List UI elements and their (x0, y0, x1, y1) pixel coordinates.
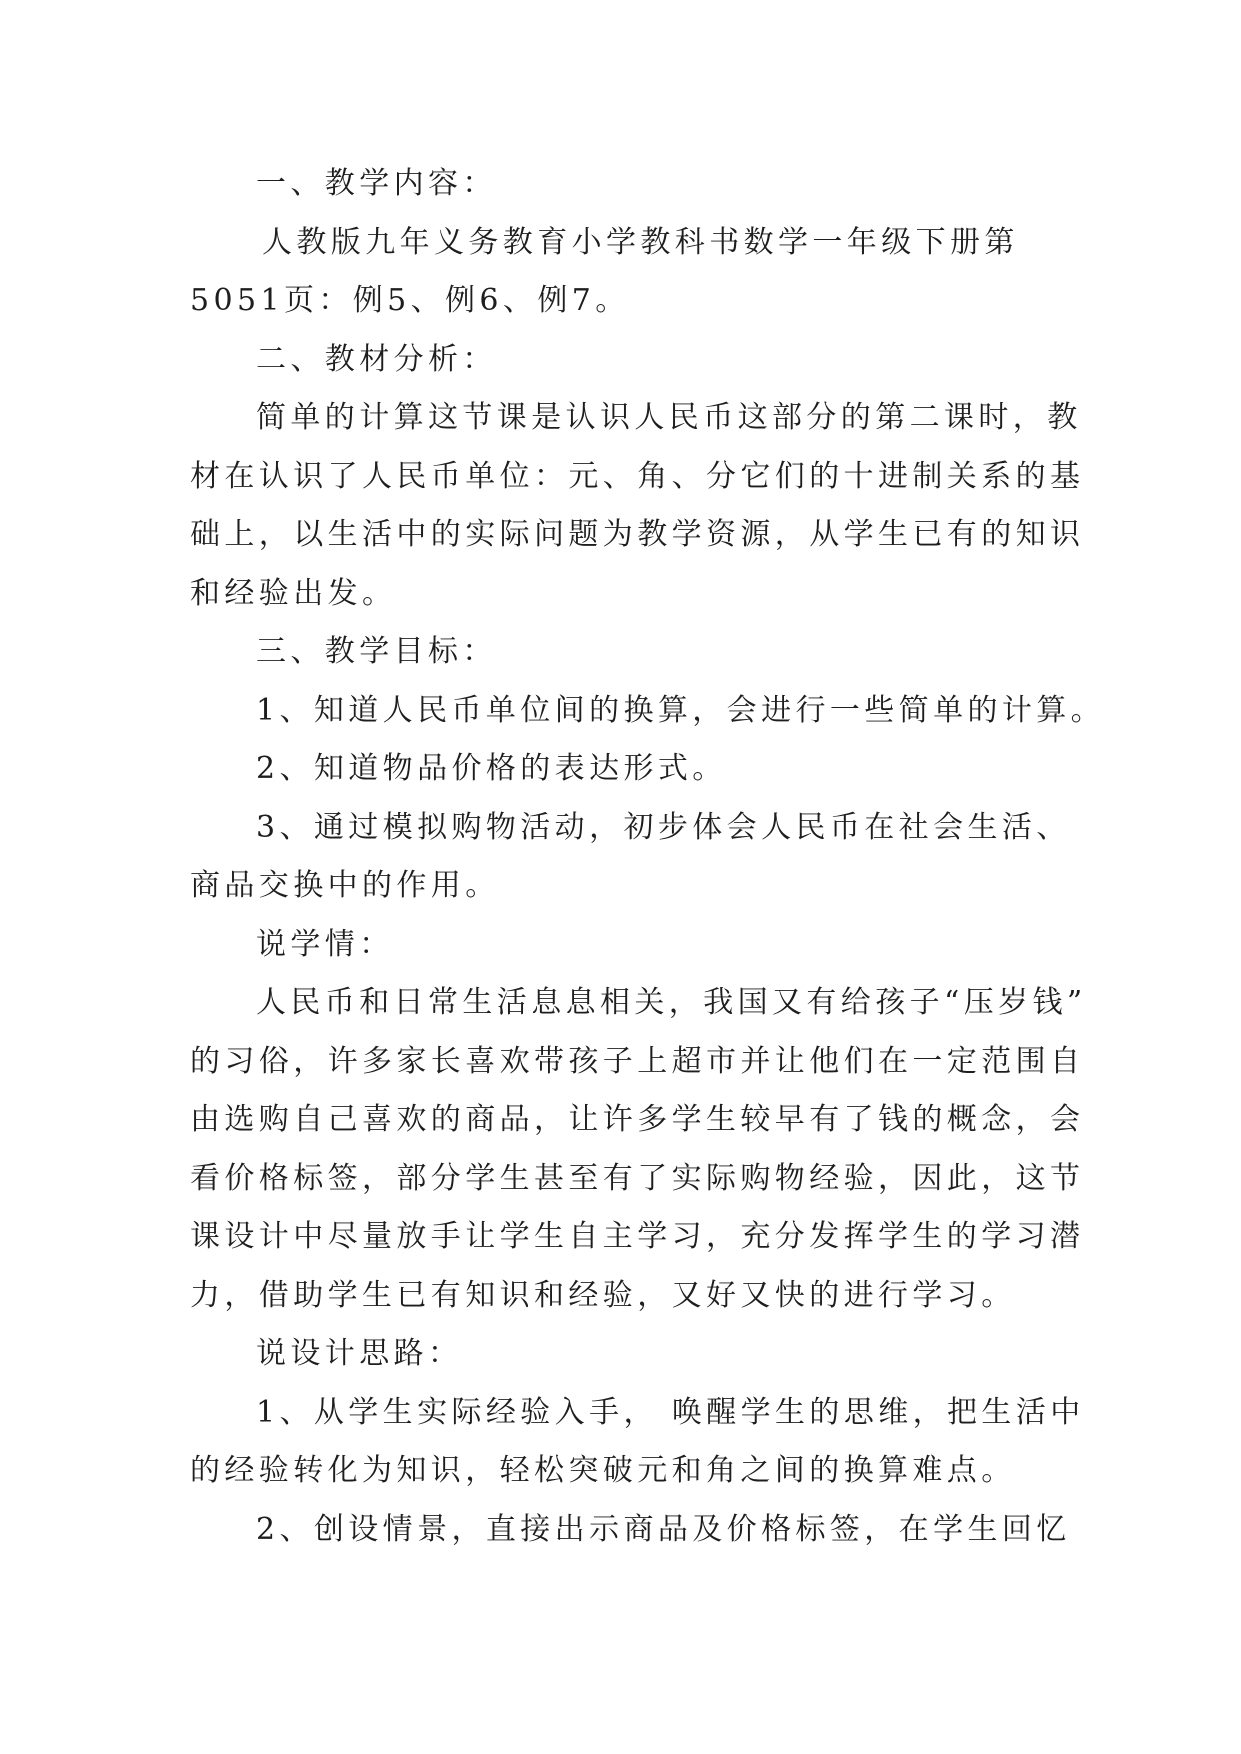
paragraph-line: 课设计中尽量放手让学生自主学习，充分发挥学生的学习潜 (190, 1219, 1085, 1254)
paragraph-line: 人民币和日常生活息息相关，我国又有给孩子“压岁钱” (256, 985, 1087, 1020)
paragraph-line: 商品交换中的作用。 (190, 868, 500, 903)
document-body (190, 155, 1106, 1559)
paragraph-line: 5051页：例5、例6、例7。 (190, 283, 630, 318)
paragraph-line: 简单的计算这节课是认识人民币这部分的第二课时，教 (256, 400, 1082, 435)
list-item: 1、从学生实际经验入手， 唤醒学生的思维，把生活中 (256, 1394, 1085, 1430)
heading-design-ideas: 说设计思路： (256, 1336, 463, 1371)
paragraph-line: 的习俗，许多家长喜欢带孩子上超市并让他们在一定范围自 (190, 1043, 1085, 1079)
paragraph-line: 人教版九年义务教育小学教科书数学一年级下册第 (262, 224, 1019, 260)
paragraph-line: 的经验转化为知识，轻松突破元和角之间的换算难点。 (190, 1453, 1016, 1488)
paragraph-line: 看价格标签，部分学生甚至有了实际购物经验，因此，这节 (190, 1160, 1085, 1196)
heading-material-analysis: 二、教材分析： (256, 341, 497, 377)
paragraph-line: 础上，以生活中的实际问题为教学资源，从学生已有的知识 (190, 517, 1085, 552)
list-item: 2、创设情景，直接出示商品及价格标签，在学生回忆 (256, 1511, 1071, 1547)
heading-teaching-goals: 三、教学目标： (256, 634, 497, 669)
heading-student-situation: 说学情： (256, 926, 394, 962)
list-item: 2、知道物品价格的表达形式。 (256, 751, 727, 786)
list-item: 1、知道人民币单位间的换算，会进行一些简单的计算。 (256, 692, 1106, 728)
paragraph-line: 材在认识了人民币单位：元、角、分它们的十进制关系的基 (190, 458, 1085, 494)
paragraph-line: 由选购自己喜欢的商品，让许多学生较早有了钱的概念，会 (190, 1102, 1085, 1137)
paragraph-line: 和经验出发。 (190, 575, 397, 611)
paragraph-line: 力，借助学生已有知识和经验，又好又快的进行学习。 (190, 1277, 1016, 1313)
list-item: 3、通过模拟购物活动，初步体会人民币在社会生活、 (256, 809, 1071, 845)
heading-teaching-content: 一、教学内容： (256, 166, 497, 201)
